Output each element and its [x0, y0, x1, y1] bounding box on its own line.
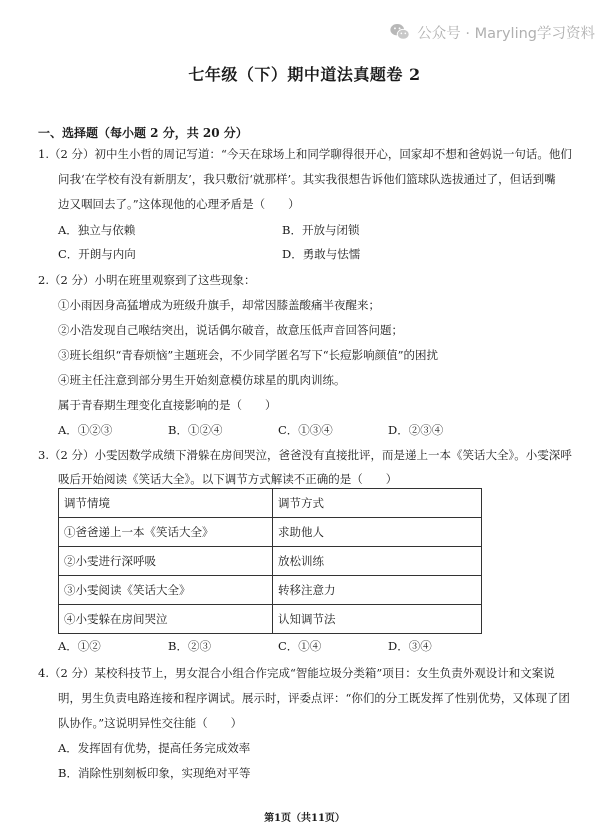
q2-statement-3: ③班长组织“青春烦恼”主题班会，不少同学匿名写下“长痘影响颜值”的困扰 [58, 348, 439, 362]
q2-option-a[interactable]: A．①②③ [58, 423, 113, 437]
q2-statement-2: ②小浩发现自己喉结突出，说话偶尔破音，故意压低声音回答问题； [58, 323, 403, 337]
q3-option-a[interactable]: A．①② [58, 639, 101, 653]
q1-option-c[interactable]: C．开朗与内向 [58, 247, 136, 261]
q4-line-1: 4.（2 分）某校科技节上，男女混合小组合作完成“智能垃圾分类箱”项目：女生负责外观设计和文案说 [38, 666, 555, 680]
watermark-text: 公众号 · Maryling学习资料 [417, 25, 595, 42]
q4-line-3: 队协作。”这说明异性交往能（ ） [58, 716, 243, 730]
q3-option-b[interactable]: B．②③ [168, 639, 211, 653]
q2-option-d[interactable]: D．②③④ [388, 423, 444, 437]
page-footer: 第1页（共11页） [264, 813, 345, 824]
q1-option-d[interactable]: D．勇敢与怯懦 [282, 247, 361, 261]
q1-option-b[interactable]: B．开放与闭锁 [282, 223, 360, 237]
table-header-row [59, 489, 482, 518]
q1-line-2: 问我‘在学校有没有新朋友’，我只敷衍‘就那样’。其实我很想告诉他们篮球队选拔通过了，但话到嘴 [58, 172, 556, 186]
table-header-cell: 调节情境 [59, 489, 273, 518]
q4-line-2: 明，男生负责电路连接和程序调试。展示时，评委点评：“你们的分工既发挥了性别优势，又体现了团 [58, 691, 570, 705]
q2-statement-1: ①小雨因身高猛增成为班级升旗手，却常因膝盖酸痛半夜醒来； [58, 298, 380, 312]
q2-line-1: 2.（2 分）小明在班里观察到了这些现象： [38, 273, 256, 287]
q3-option-c[interactable]: C．①④ [278, 639, 322, 653]
q3-option-d[interactable]: D．③④ [388, 639, 432, 653]
q3-table [58, 488, 482, 634]
table-cell: 放松训练 [273, 547, 482, 576]
q3-line-2: 吸后开始阅读《笑话大全》。以下调节方式解读不正确的是（ ） [58, 472, 398, 486]
table-cell: 认知调节法 [273, 605, 482, 634]
table-cell: 转移注意力 [273, 576, 482, 605]
table-cell: ③小雯阅读《笑话大全》 [59, 576, 273, 605]
q1-line-1: 1.（2 分）初中生小哲的周记写道：“今天在球场上和同学聊得很开心，回家却不想和爸妈说一句话。他们 [38, 147, 572, 161]
q4-option-b[interactable]: B．消除性别刻板印象，实现绝对平等 [58, 766, 251, 780]
q1-line-3: 边又咽回去了。”这体现他的心理矛盾是（ ） [58, 197, 300, 211]
q2-option-c[interactable]: C．①③④ [278, 423, 333, 437]
table-header-cell: 调节方式 [273, 489, 482, 518]
table-row [59, 576, 482, 605]
section-heading: 一、选择题（每小题 2 分，共 20 分） [38, 126, 248, 140]
table-row [59, 547, 482, 576]
table-cell: ④小雯躲在房间哭泣 [59, 605, 273, 634]
table-cell: 求助他人 [273, 518, 482, 547]
page-title: 七年级（下）期中道法真题卷 2 [188, 65, 421, 84]
q2-statement-4: ④班主任注意到部分男生开始刻意模仿球星的肌肉训练。 [58, 373, 346, 387]
watermark [389, 20, 595, 44]
q2-option-b[interactable]: B．①②④ [168, 423, 223, 437]
table-row [59, 518, 482, 547]
table-cell: ①爸爸递上一本《笑话大全》 [59, 518, 273, 547]
wechat-icon [389, 21, 411, 43]
table-cell: ②小雯进行深呼吸 [59, 547, 273, 576]
q3-line-1: 3.（2 分）小雯因数学成绩下滑躲在房间哭泣，爸爸没有直接批评，而是递上一本《笑话大全》。小雯深呼 [38, 448, 572, 462]
table-row [59, 605, 482, 634]
q4-option-a[interactable]: A．发挥固有优势，提高任务完成效率 [58, 741, 251, 755]
q2-prompt: 属于青春期生理变化直接影响的是（ ） [58, 398, 277, 412]
q1-option-a[interactable]: A．独立与依赖 [58, 223, 136, 237]
